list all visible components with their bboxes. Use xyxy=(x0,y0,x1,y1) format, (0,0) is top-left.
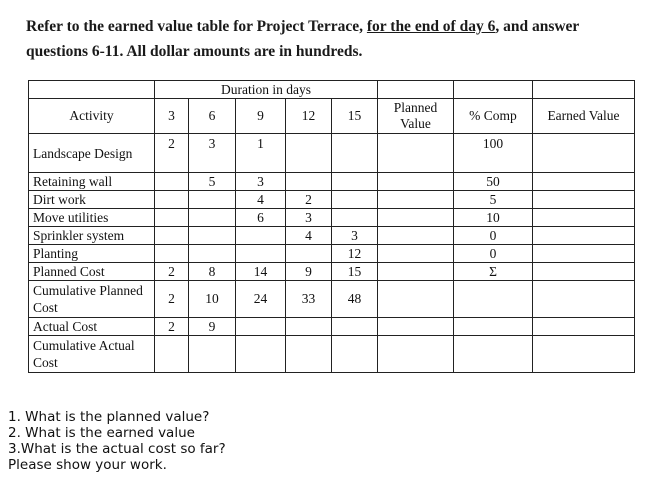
pct-comp-cell: 0 xyxy=(454,227,533,245)
day-9-cell: 4 xyxy=(236,191,286,209)
questions xyxy=(8,409,226,473)
activity-label: Planned Cost xyxy=(29,263,155,281)
day-12-cell xyxy=(286,318,332,336)
day-12-cell: 9 xyxy=(286,263,332,281)
day-3-cell: 2 xyxy=(155,318,189,336)
day-15-cell xyxy=(332,336,378,373)
earned-value-cell xyxy=(533,173,635,191)
day-6-cell xyxy=(189,227,236,245)
planned-value-cell xyxy=(378,173,454,191)
day-6-cell xyxy=(189,336,236,373)
day-9-cell: 1 xyxy=(236,134,286,173)
earned-value-cell xyxy=(533,191,635,209)
planned-value-cell xyxy=(378,227,454,245)
day-12-cell: 33 xyxy=(286,281,332,318)
instructions xyxy=(26,14,636,64)
pct-comp-cell xyxy=(454,281,533,318)
corner-cell xyxy=(29,81,155,99)
table-row xyxy=(29,318,635,336)
activity-label: Cumulative Planned Cost xyxy=(29,281,155,318)
day-9-cell xyxy=(236,227,286,245)
instructions-underlined: for the end of day 6 xyxy=(366,18,496,35)
planned-value-cell xyxy=(378,263,454,281)
earned-value-cell xyxy=(533,245,635,263)
planned-value-cell xyxy=(378,281,454,318)
activity-label: Landscape Design xyxy=(29,134,155,173)
duration-title: Duration in days xyxy=(155,81,378,99)
day-3-cell xyxy=(155,227,189,245)
planned-value-cell xyxy=(378,336,454,373)
day-15-cell xyxy=(332,191,378,209)
earned-value-cell xyxy=(533,281,635,318)
day-12-cell: 4 xyxy=(286,227,332,245)
activity-label: Actual Cost xyxy=(29,318,155,336)
day-6-cell xyxy=(189,209,236,227)
pct-comp-cell xyxy=(454,318,533,336)
day-6-cell: 3 xyxy=(189,134,236,173)
day-15-cell: 48 xyxy=(332,281,378,318)
earned-value-cell xyxy=(533,336,635,373)
activity-label: Retaining wall xyxy=(29,173,155,191)
question-3: 3.What is the actual cost so far? xyxy=(8,441,226,457)
day-12-cell: 3 xyxy=(286,209,332,227)
day-header-6: 6 xyxy=(189,99,236,134)
day-3-cell xyxy=(155,245,189,263)
day-15-cell xyxy=(332,318,378,336)
earned-value-header: Earned Value xyxy=(533,99,635,134)
day-15-cell xyxy=(332,173,378,191)
earned-value-cell xyxy=(533,134,635,173)
instructions-text-2: , and answer questions 6-11. All dollar amounts are in hundreds. xyxy=(26,18,580,60)
earned-value-cell xyxy=(533,263,635,281)
day-12-cell xyxy=(286,336,332,373)
day-12-cell: 2 xyxy=(286,191,332,209)
day-6-cell: 9 xyxy=(189,318,236,336)
day-9-cell xyxy=(236,336,286,373)
day-12-cell xyxy=(286,245,332,263)
earned-value-cell xyxy=(533,209,635,227)
day-9-cell xyxy=(236,245,286,263)
day-3-cell: 2 xyxy=(155,281,189,318)
table-row xyxy=(29,191,635,209)
activity-label: Planting xyxy=(29,245,155,263)
planned-value-cell xyxy=(378,245,454,263)
pct-comp-cell: 5 xyxy=(454,191,533,209)
day-15-cell: 15 xyxy=(332,263,378,281)
table-row xyxy=(29,281,635,318)
activity-label: Dirt work xyxy=(29,191,155,209)
day-6-cell xyxy=(189,191,236,209)
table-body xyxy=(29,134,635,373)
planned-value-cell xyxy=(378,191,454,209)
day-6-cell: 5 xyxy=(189,173,236,191)
day-header-3: 3 xyxy=(155,99,189,134)
table-row xyxy=(29,173,635,191)
day-3-cell xyxy=(155,336,189,373)
table-row xyxy=(29,263,635,281)
day-header-12: 12 xyxy=(286,99,332,134)
day-15-cell xyxy=(332,209,378,227)
earned-value-cell xyxy=(533,227,635,245)
table-row xyxy=(29,336,635,373)
activity-label: Sprinkler system xyxy=(29,227,155,245)
day-12-cell xyxy=(286,173,332,191)
table-row xyxy=(29,227,635,245)
pct-top-cell xyxy=(454,81,533,99)
day-3-cell: 2 xyxy=(155,263,189,281)
day-12-cell xyxy=(286,134,332,173)
pct-comp-cell: Σ xyxy=(454,263,533,281)
day-15-cell xyxy=(332,134,378,173)
pct-comp-cell: 100 xyxy=(454,134,533,173)
day-3-cell xyxy=(155,209,189,227)
planned-value-cell xyxy=(378,318,454,336)
pct-comp-cell: 50 xyxy=(454,173,533,191)
planned-value-header: Planned Value xyxy=(378,99,454,134)
pct-comp-cell xyxy=(454,336,533,373)
planned-value-cell xyxy=(378,209,454,227)
day-15-cell: 3 xyxy=(332,227,378,245)
day-9-cell: 6 xyxy=(236,209,286,227)
day-6-cell: 8 xyxy=(189,263,236,281)
planned-value-cell xyxy=(378,134,454,173)
pct-comp-cell: 0 xyxy=(454,245,533,263)
question-1: 1. What is the planned value? xyxy=(8,409,210,425)
day-3-cell xyxy=(155,173,189,191)
question-2: 2. What is the earned value xyxy=(8,425,195,441)
day-header-9: 9 xyxy=(236,99,286,134)
activity-label: Cumulative Actual Cost xyxy=(29,336,155,373)
day-3-cell: 2 xyxy=(155,134,189,173)
table-row xyxy=(29,245,635,263)
instructions-text-1: Refer to the earned value table for Project Terrace, xyxy=(26,18,367,35)
day-6-cell: 10 xyxy=(189,281,236,318)
earned-value-table xyxy=(28,80,635,373)
day-15-cell: 12 xyxy=(332,245,378,263)
day-9-cell: 14 xyxy=(236,263,286,281)
table-row xyxy=(29,209,635,227)
day-6-cell xyxy=(189,245,236,263)
day-9-cell: 24 xyxy=(236,281,286,318)
question-note: Please show your work. xyxy=(8,457,167,473)
day-9-cell: 3 xyxy=(236,173,286,191)
table-row xyxy=(29,134,635,173)
pct-comp-cell: 10 xyxy=(454,209,533,227)
ev-top-cell xyxy=(533,81,635,99)
day-9-cell xyxy=(236,318,286,336)
day-3-cell xyxy=(155,191,189,209)
day-header-15: 15 xyxy=(332,99,378,134)
pv-top-cell xyxy=(378,81,454,99)
earned-value-cell xyxy=(533,318,635,336)
pct-comp-header: % Comp xyxy=(454,99,533,134)
activity-label: Move utilities xyxy=(29,209,155,227)
activity-header: Activity xyxy=(29,99,155,134)
